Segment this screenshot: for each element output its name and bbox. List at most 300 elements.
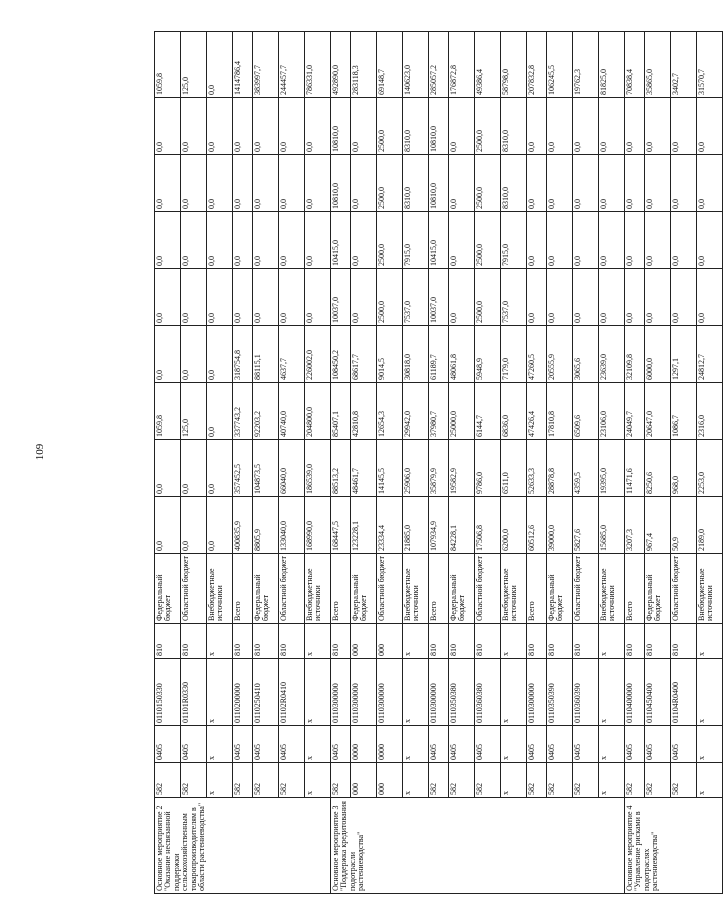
total-value-cell: 125,0 <box>181 32 207 98</box>
grbs-cell: х <box>403 763 429 798</box>
year-value-cell: 0,0 <box>351 212 377 269</box>
year-value-cell: 0,0 <box>547 155 573 212</box>
event-title: Основное мероприятие 2 "Оказание несвязанной поддержки сельскохозяйственным товаропроизводителям в области растениеводства" <box>155 798 331 894</box>
grbs-cell: 582 <box>475 763 501 798</box>
year-value-cell: 0,0 <box>449 212 475 269</box>
target-article-cell: х <box>501 659 527 726</box>
table-row <box>527 32 547 894</box>
grbs-cell: х <box>599 763 625 798</box>
funding-source-cell: Всего <box>233 554 253 624</box>
year-value-cell: 0,0 <box>181 98 207 155</box>
year-value-cell: 0,0 <box>697 269 723 326</box>
year-value-cell: 0,0 <box>547 98 573 155</box>
year-value-cell: 337743,2 <box>233 383 253 440</box>
year-value-cell: 10037,0 <box>429 269 449 326</box>
table-row <box>279 32 305 894</box>
table-row <box>403 32 429 894</box>
target-article-cell: 0110350390 <box>547 659 573 726</box>
grbs-cell: 582 <box>233 763 253 798</box>
year-value-cell: 10037,0 <box>331 269 351 326</box>
year-value-cell: 0,0 <box>697 98 723 155</box>
budget-table <box>154 31 723 894</box>
expense-type-cell: 810 <box>573 624 599 659</box>
year-value-cell: 0,0 <box>573 155 599 212</box>
expense-type-cell: 810 <box>181 624 207 659</box>
total-value-cell: 58798,0 <box>501 32 527 98</box>
year-value-cell: 47426,4 <box>527 383 547 440</box>
year-value-cell: 357452,5 <box>233 440 253 497</box>
funding-source-cell: Областной бюджет <box>475 554 501 624</box>
year-value-cell: 0,0 <box>155 326 181 383</box>
target-article-cell: 01101R0330 <box>181 659 207 726</box>
target-article-cell: 0110360390 <box>573 659 599 726</box>
table-row <box>449 32 475 894</box>
year-value-cell: 400835,9 <box>233 497 253 554</box>
total-value-cell: 0,0 <box>207 32 233 98</box>
year-value-cell: 0,0 <box>697 155 723 212</box>
year-value-cell: 17810,8 <box>547 383 573 440</box>
year-value-cell: 8250,6 <box>645 440 671 497</box>
year-value-cell: 0,0 <box>305 155 331 212</box>
table-row <box>501 32 527 894</box>
year-value-cell: 204800,0 <box>305 383 331 440</box>
year-value-cell: 60512,6 <box>527 497 547 554</box>
year-value-cell: 5948,9 <box>475 326 501 383</box>
year-value-cell: 0,0 <box>527 212 547 269</box>
year-value-cell: 0,0 <box>155 155 181 212</box>
table-row <box>233 32 253 894</box>
table-body <box>155 32 723 894</box>
expense-type-cell: 810 <box>331 624 351 659</box>
year-value-cell: 3065,6 <box>573 326 599 383</box>
funding-source-cell: Всего <box>429 554 449 624</box>
target-article-cell: х <box>697 659 723 726</box>
total-value-cell: 176872,8 <box>449 32 475 98</box>
year-value-cell: 9014,5 <box>377 326 403 383</box>
section-cell: 0405 <box>475 726 501 763</box>
year-value-cell: 0,0 <box>573 212 599 269</box>
year-value-cell: 39000,0 <box>547 497 573 554</box>
grbs-cell: 000 <box>377 763 403 798</box>
year-value-cell: 4637,7 <box>279 326 305 383</box>
grbs-cell: 582 <box>279 763 305 798</box>
table-row <box>645 32 671 894</box>
year-value-cell: 0,0 <box>253 155 279 212</box>
year-value-cell: 0,0 <box>599 212 625 269</box>
expense-type-cell: 810 <box>625 624 645 659</box>
year-value-cell: 50,9 <box>671 497 697 554</box>
grbs-cell: 000 <box>351 763 377 798</box>
year-value-cell: 21885,0 <box>403 497 429 554</box>
year-value-cell: 92203,2 <box>253 383 279 440</box>
year-value-cell: 0,0 <box>233 269 253 326</box>
year-value-cell: 0,0 <box>207 440 233 497</box>
year-value-cell: 168447,5 <box>331 497 351 554</box>
table-row <box>429 32 449 894</box>
funding-source-cell: Областной бюджет <box>181 554 207 624</box>
year-value-cell: 0,0 <box>351 269 377 326</box>
table-row <box>351 32 377 894</box>
expense-type-cell: 810 <box>449 624 475 659</box>
total-value-cell: 69148,7 <box>377 32 403 98</box>
year-value-cell: 35879,9 <box>429 440 449 497</box>
year-value-cell: 8310,0 <box>403 155 429 212</box>
year-value-cell: 30818,0 <box>403 326 429 383</box>
total-value-cell: 81825,0 <box>599 32 625 98</box>
funding-source-cell: Всего <box>527 554 547 624</box>
year-value-cell: 0,0 <box>181 155 207 212</box>
year-value-cell: 7537,0 <box>403 269 429 326</box>
table-row <box>671 32 697 894</box>
page-number: 109 <box>34 443 46 461</box>
table-row <box>331 32 351 894</box>
funding-source-cell: Внебюджетные источники <box>599 554 625 624</box>
section-cell: 0000 <box>377 726 403 763</box>
grbs-cell: 582 <box>527 763 547 798</box>
year-value-cell: 2500,0 <box>377 269 403 326</box>
target-article-cell: 0110300000 <box>351 659 377 726</box>
year-value-cell: 66040,0 <box>279 440 305 497</box>
year-value-cell: 1059,8 <box>155 383 181 440</box>
funding-source-cell: Областной бюджет <box>279 554 305 624</box>
section-cell: 0405 <box>527 726 547 763</box>
year-value-cell: 0,0 <box>599 269 625 326</box>
section-cell: 0405 <box>449 726 475 763</box>
year-value-cell: 0,0 <box>207 98 233 155</box>
section-cell: х <box>697 726 723 763</box>
target-article-cell: 0110360380 <box>475 659 501 726</box>
expense-type-cell: 810 <box>671 624 697 659</box>
year-value-cell: 108450,2 <box>331 326 351 383</box>
year-value-cell: 0,0 <box>449 269 475 326</box>
year-value-cell: 11471,6 <box>625 440 645 497</box>
target-article-cell: 01102R0410 <box>279 659 305 726</box>
expense-type-cell: х <box>305 624 331 659</box>
grbs-cell: х <box>207 763 233 798</box>
year-value-cell: 6836,0 <box>501 383 527 440</box>
year-value-cell: 37980,7 <box>429 383 449 440</box>
year-value-cell: 40740,0 <box>279 383 305 440</box>
year-value-cell: 0,0 <box>671 155 697 212</box>
year-value-cell: 20555,9 <box>547 326 573 383</box>
expense-type-cell: 810 <box>527 624 547 659</box>
funding-source-cell: Внебюджетные источники <box>501 554 527 624</box>
total-value-cell: 383997,7 <box>253 32 279 98</box>
target-article-cell: х <box>207 659 233 726</box>
target-article-cell: 0110150330 <box>155 659 181 726</box>
year-value-cell: 2500,0 <box>377 98 403 155</box>
year-value-cell: 47260,5 <box>527 326 547 383</box>
year-value-cell: 0,0 <box>207 155 233 212</box>
year-value-cell: 19582,9 <box>449 440 475 497</box>
grbs-cell: х <box>697 763 723 798</box>
year-value-cell: 0,0 <box>305 269 331 326</box>
year-value-cell: 8805,9 <box>253 497 279 554</box>
funding-source-cell: Федеральный бюджет <box>645 554 671 624</box>
funding-source-cell: Федеральный бюджет <box>253 554 279 624</box>
section-cell: 0405 <box>671 726 697 763</box>
year-value-cell: 10810,0 <box>331 155 351 212</box>
year-value-cell: 10415,0 <box>429 212 449 269</box>
expense-type-cell: х <box>697 624 723 659</box>
year-value-cell: 25906,0 <box>403 440 429 497</box>
year-value-cell: 0,0 <box>207 326 233 383</box>
year-value-cell: 25000,0 <box>449 383 475 440</box>
year-value-cell: 0,0 <box>697 212 723 269</box>
year-value-cell: 0,0 <box>599 98 625 155</box>
expense-type-cell: 000 <box>377 624 403 659</box>
year-value-cell: 186539,0 <box>305 440 331 497</box>
year-value-cell: 15685,0 <box>599 497 625 554</box>
year-value-cell: 168990,0 <box>305 497 331 554</box>
section-cell: 0405 <box>181 726 207 763</box>
year-value-cell: 0,0 <box>305 212 331 269</box>
total-value-cell: 1414786,4 <box>233 32 253 98</box>
year-value-cell: 0,0 <box>253 98 279 155</box>
year-value-cell: 14145,5 <box>377 440 403 497</box>
funding-source-cell: Всего <box>331 554 351 624</box>
table-row <box>599 32 625 894</box>
grbs-cell: 582 <box>449 763 475 798</box>
grbs-cell: 582 <box>671 763 697 798</box>
year-value-cell: 0,0 <box>155 98 181 155</box>
total-value-cell: 492890,0 <box>331 32 351 98</box>
year-value-cell: 88513,2 <box>331 440 351 497</box>
table-row <box>181 32 207 894</box>
total-value-cell: 285057,2 <box>429 32 449 98</box>
year-value-cell: 1086,7 <box>671 383 697 440</box>
year-value-cell: 0,0 <box>645 98 671 155</box>
grbs-cell: 582 <box>331 763 351 798</box>
year-value-cell: 107934,9 <box>429 497 449 554</box>
year-value-cell: 2500,0 <box>475 212 501 269</box>
funding-source-cell: Внебюджетные источники <box>403 554 429 624</box>
year-value-cell: 0,0 <box>573 269 599 326</box>
year-value-cell: 24812,7 <box>697 326 723 383</box>
year-value-cell: 0,0 <box>207 212 233 269</box>
year-value-cell: 0,0 <box>599 155 625 212</box>
grbs-cell: х <box>305 763 331 798</box>
section-cell: х <box>305 726 331 763</box>
grbs-cell: 582 <box>625 763 645 798</box>
year-value-cell: 23639,0 <box>599 326 625 383</box>
funding-source-cell: Областной бюджет <box>377 554 403 624</box>
year-value-cell: 0,0 <box>233 212 253 269</box>
total-value-cell: 70838,4 <box>625 32 645 98</box>
year-value-cell: 23106,0 <box>599 383 625 440</box>
year-value-cell: 967,4 <box>645 497 671 554</box>
year-value-cell: 5827,6 <box>573 497 599 554</box>
expense-type-cell: 810 <box>475 624 501 659</box>
table-row <box>207 32 233 894</box>
target-article-cell: 0110250410 <box>253 659 279 726</box>
year-value-cell: 6509,6 <box>573 383 599 440</box>
year-value-cell: 0,0 <box>207 383 233 440</box>
year-value-cell: 968,0 <box>671 440 697 497</box>
year-value-cell: 85407,1 <box>331 383 351 440</box>
grbs-cell: 582 <box>181 763 207 798</box>
funding-source-cell: Областной бюджет <box>573 554 599 624</box>
year-value-cell: 2500,0 <box>377 155 403 212</box>
expense-type-cell: 810 <box>253 624 279 659</box>
year-value-cell: 84228,1 <box>449 497 475 554</box>
year-value-cell: 0,0 <box>253 269 279 326</box>
funding-source-cell: Внебюджетные источники <box>207 554 233 624</box>
section-cell: 0405 <box>547 726 573 763</box>
table-row <box>547 32 573 894</box>
year-value-cell: 2500,0 <box>475 269 501 326</box>
total-value-cell: 1059,8 <box>155 32 181 98</box>
year-value-cell: 2316,0 <box>697 383 723 440</box>
year-value-cell: 4359,5 <box>573 440 599 497</box>
year-value-cell: 88115,1 <box>253 326 279 383</box>
expense-type-cell: х <box>501 624 527 659</box>
target-article-cell: 0110400000 <box>625 659 645 726</box>
year-value-cell: 0,0 <box>181 212 207 269</box>
year-value-cell: 0,0 <box>279 269 305 326</box>
year-value-cell: 0,0 <box>547 269 573 326</box>
year-value-cell: 0,0 <box>645 155 671 212</box>
year-value-cell: 2500,0 <box>377 212 403 269</box>
year-value-cell: 6144,7 <box>475 383 501 440</box>
target-article-cell: х <box>305 659 331 726</box>
section-cell: 0405 <box>155 726 181 763</box>
year-value-cell: 8310,0 <box>403 98 429 155</box>
section-cell: 0405 <box>253 726 279 763</box>
year-value-cell: 0,0 <box>527 269 547 326</box>
year-value-cell: 7537,0 <box>501 269 527 326</box>
year-value-cell: 10810,0 <box>331 98 351 155</box>
grbs-cell: 582 <box>253 763 279 798</box>
year-value-cell: 42810,8 <box>351 383 377 440</box>
year-value-cell: 0,0 <box>671 98 697 155</box>
section-cell: 0405 <box>279 726 305 763</box>
year-value-cell: 0,0 <box>233 155 253 212</box>
section-cell: 0405 <box>233 726 253 763</box>
target-article-cell: 0110300000 <box>377 659 403 726</box>
event-title: Основное мероприятие 3 "Поддержка кредитования подотрасли растениеводства" <box>331 798 625 894</box>
year-value-cell: 0,0 <box>625 98 645 155</box>
total-value-cell: 244457,7 <box>279 32 305 98</box>
year-value-cell: 0,0 <box>279 155 305 212</box>
funding-source-cell: Федеральный бюджет <box>351 554 377 624</box>
expense-type-cell: 810 <box>429 624 449 659</box>
table-row <box>475 32 501 894</box>
table-row <box>305 32 331 894</box>
year-value-cell: 0,0 <box>645 212 671 269</box>
year-value-cell: 0,0 <box>207 497 233 554</box>
year-value-cell: 0,0 <box>625 269 645 326</box>
section-cell: 0405 <box>645 726 671 763</box>
year-value-cell: 7179,0 <box>501 326 527 383</box>
section-cell: 0405 <box>429 726 449 763</box>
year-value-cell: 3207,3 <box>625 497 645 554</box>
year-value-cell: 0,0 <box>625 212 645 269</box>
year-value-cell: 6200,0 <box>501 497 527 554</box>
year-value-cell: 2253,0 <box>697 440 723 497</box>
year-value-cell: 32109,8 <box>625 326 645 383</box>
expense-type-cell: х <box>599 624 625 659</box>
year-value-cell: 7915,0 <box>501 212 527 269</box>
year-value-cell: 0,0 <box>155 497 181 554</box>
expense-type-cell: 810 <box>645 624 671 659</box>
year-value-cell: 0,0 <box>547 212 573 269</box>
year-value-cell: 10810,0 <box>429 155 449 212</box>
expense-type-cell: 810 <box>279 624 305 659</box>
rotated-table-container <box>154 33 715 894</box>
total-value-cell: 207832,8 <box>527 32 547 98</box>
year-value-cell: 28878,8 <box>547 440 573 497</box>
year-value-cell: 2500,0 <box>475 98 501 155</box>
year-value-cell: 0,0 <box>351 98 377 155</box>
year-value-cell: 0,0 <box>181 326 207 383</box>
expense-type-cell: 810 <box>155 624 181 659</box>
year-value-cell: 0,0 <box>527 98 547 155</box>
funding-source-cell: Федеральный бюджет <box>449 554 475 624</box>
year-value-cell: 0,0 <box>233 98 253 155</box>
funding-source-cell: Внебюджетные источники <box>697 554 723 624</box>
year-value-cell: 0,0 <box>645 269 671 326</box>
total-value-cell: 3402,7 <box>671 32 697 98</box>
year-value-cell: 6000,0 <box>645 326 671 383</box>
year-value-cell: 7915,0 <box>403 212 429 269</box>
year-value-cell: 17506,8 <box>475 497 501 554</box>
year-value-cell: 0,0 <box>671 212 697 269</box>
year-value-cell: 23334,4 <box>377 497 403 554</box>
year-value-cell: 20647,0 <box>645 383 671 440</box>
target-article-cell: 0110350380 <box>449 659 475 726</box>
year-value-cell: 10415,0 <box>331 212 351 269</box>
funding-source-cell: Внебюджетные источники <box>305 554 331 624</box>
year-value-cell: 0,0 <box>181 440 207 497</box>
funding-source-cell: Областной бюджет <box>671 554 697 624</box>
year-value-cell: 0,0 <box>449 98 475 155</box>
total-value-cell: 49386,4 <box>475 32 501 98</box>
section-cell: 0000 <box>351 726 377 763</box>
year-value-cell: 61189,7 <box>429 326 449 383</box>
total-value-cell: 786331,0 <box>305 32 331 98</box>
rotated-table-frame <box>154 33 715 894</box>
year-value-cell: 48061,8 <box>449 326 475 383</box>
grbs-cell: 582 <box>429 763 449 798</box>
year-value-cell: 0,0 <box>181 269 207 326</box>
expense-type-cell: х <box>207 624 233 659</box>
year-value-cell: 0,0 <box>207 269 233 326</box>
section-cell: х <box>501 726 527 763</box>
grbs-cell: 582 <box>573 763 599 798</box>
grbs-cell: х <box>501 763 527 798</box>
year-value-cell: 6511,0 <box>501 440 527 497</box>
total-value-cell: 140623,0 <box>403 32 429 98</box>
funding-source-cell: Всего <box>625 554 645 624</box>
year-value-cell: 19395,0 <box>599 440 625 497</box>
year-value-cell: 0,0 <box>253 212 279 269</box>
year-value-cell: 10810,0 <box>429 98 449 155</box>
year-value-cell: 125,0 <box>181 383 207 440</box>
year-value-cell: 0,0 <box>527 155 547 212</box>
table-row <box>253 32 279 894</box>
total-value-cell: 283118,3 <box>351 32 377 98</box>
year-value-cell: 318754,8 <box>233 326 253 383</box>
target-article-cell: х <box>599 659 625 726</box>
table-row <box>377 32 403 894</box>
total-value-cell: 35865,0 <box>645 32 671 98</box>
grbs-cell: 582 <box>645 763 671 798</box>
total-value-cell: 31570,7 <box>697 32 723 98</box>
expense-type-cell: 000 <box>351 624 377 659</box>
year-value-cell: 8310,0 <box>501 155 527 212</box>
year-value-cell: 52633,3 <box>527 440 547 497</box>
